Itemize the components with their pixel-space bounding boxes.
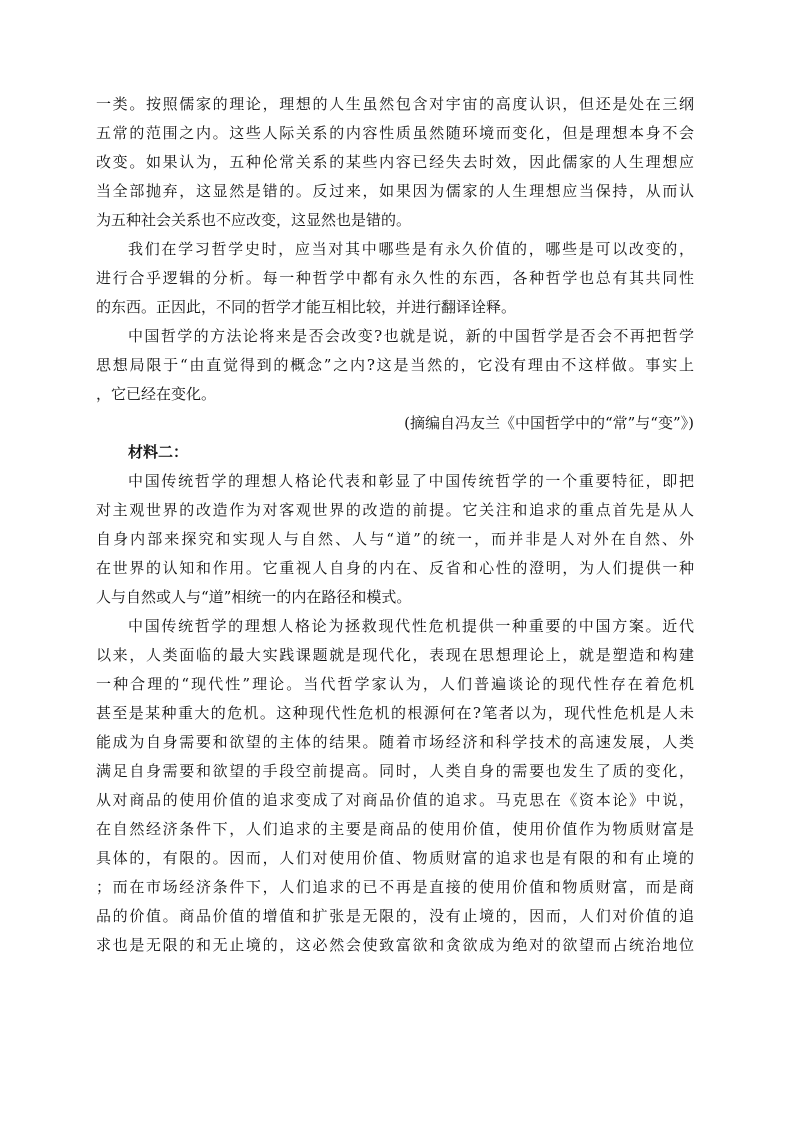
text-line: 品的价值。商品价值的增值和扩张是无限的，没有止境的，因而，人们对价值的追: [96, 907, 694, 925]
text-line: 改变。如果认为，五种伦常关系的某些内容已经失去时效，因此儒家的人生理想应: [96, 153, 694, 171]
text-line: 从对商品的使用价值的追求变成了对商品价值的追求。马克思在《资本论》中说，: [96, 791, 694, 809]
text-line: 求也是无限的和无止境的，这必然会使致富欲和贪欲成为绝对的欲望而占统治地位: [96, 936, 694, 954]
text-line: 我们在学习哲学史时，应当对其中哪些是有永久价值的，哪些是可以改变的，: [128, 240, 694, 258]
text-line: 当全部抛弃，这显然是错的。反过来，如果因为儒家的人生理想应当保持，从而认: [96, 182, 694, 200]
text-line: 在世界的认知和作用。它重视人自身的内在、反省和心性的澄明，为人们提供一种: [96, 559, 694, 577]
text-line: ；而在市场经济条件下，人们追求的已不再是直接的使用价值和物质财富，而是商: [96, 878, 694, 896]
paragraph: [96, 612, 694, 960]
paragraph: [96, 467, 694, 612]
paragraph: [96, 235, 694, 322]
paragraph: [96, 90, 694, 235]
text-line: 具体的，有限的。因而，人们对使用价值、物质财富的追求也是有限的和有止境的: [96, 849, 694, 867]
text-line: 中国哲学的方法论将来是否会改变?也就是说，新的中国哲学是否会不再把哲学: [128, 327, 694, 345]
text-line: 进行合乎逻辑的分析。每一种哲学中都有永久性的东西，各种哲学也总有其共同性: [96, 269, 694, 287]
text-line: 五常的范围之内。这些人际关系的内容性质虽然随环境而变化，但是理想本身不会: [96, 124, 694, 142]
text-line: 满足自身需要和欲望的手段空前提高。同时，人类自身的需要也发生了质的变化，: [96, 762, 694, 780]
source-citation: (摘编自冯友兰《中国哲学中的“常”与“变”》): [404, 414, 694, 432]
text-line: 对主观世界的改造作为对客观世界的改造的前提。它关注和追求的重点首先是从人: [96, 501, 694, 519]
text-line: 人与自然或人与“道”相统一的内在路径和模式。: [96, 588, 412, 606]
text-line: 中国传统哲学的理想人格论代表和彰显了中国传统哲学的一个重要特征，即把: [128, 472, 694, 490]
text-line: 能成为自身需要和欲望的主体的结果。随着市场经济和科学技术的高速发展，人类: [96, 733, 694, 751]
text-line: 甚至是某种重大的危机。这种现代性危机的根源何在?笔者以为，现代性危机是人未: [96, 704, 694, 722]
text-line: 在自然经济条件下，人们追求的主要是商品的使用价值，使用价值作为物质财富是: [96, 820, 694, 838]
text-line: 思想局限于“由直觉得到的概念”之内?这是当然的，它没有理由不这样做。事实上: [96, 356, 694, 374]
paragraph: [96, 322, 694, 409]
text-line: 以来，人类面临的最大实践课题就是现代化，表现在思想理论上，就是塑造和构建: [96, 646, 694, 664]
text-line: 自身内部来探究和实现人与自然、人与“道”的统一，而并非是人对外在自然、外: [96, 530, 694, 548]
text-line: ，它已经在变化。: [96, 385, 217, 403]
text-line: 的东西。正因此，不同的哲学才能互相比较，并进行翻译诠释。: [96, 298, 517, 316]
text-line: 为五种社会关系也不应改变，这显然也是错的。: [96, 211, 412, 229]
section-heading: 材料二：: [128, 443, 189, 461]
text-line: 一类。按照儒家的理论，理想的人生虽然包含对宇宙的高度认识，但还是处在三纲: [96, 95, 694, 113]
document-body: [96, 90, 694, 960]
text-line: 一种合理的“现代性”理论。当代哲学家认为，人们普遍谈论的现代性存在着危机: [96, 675, 694, 693]
text-line: 中国传统哲学的理想人格论为拯救现代性危机提供一种重要的中国方案。近代: [128, 617, 694, 635]
